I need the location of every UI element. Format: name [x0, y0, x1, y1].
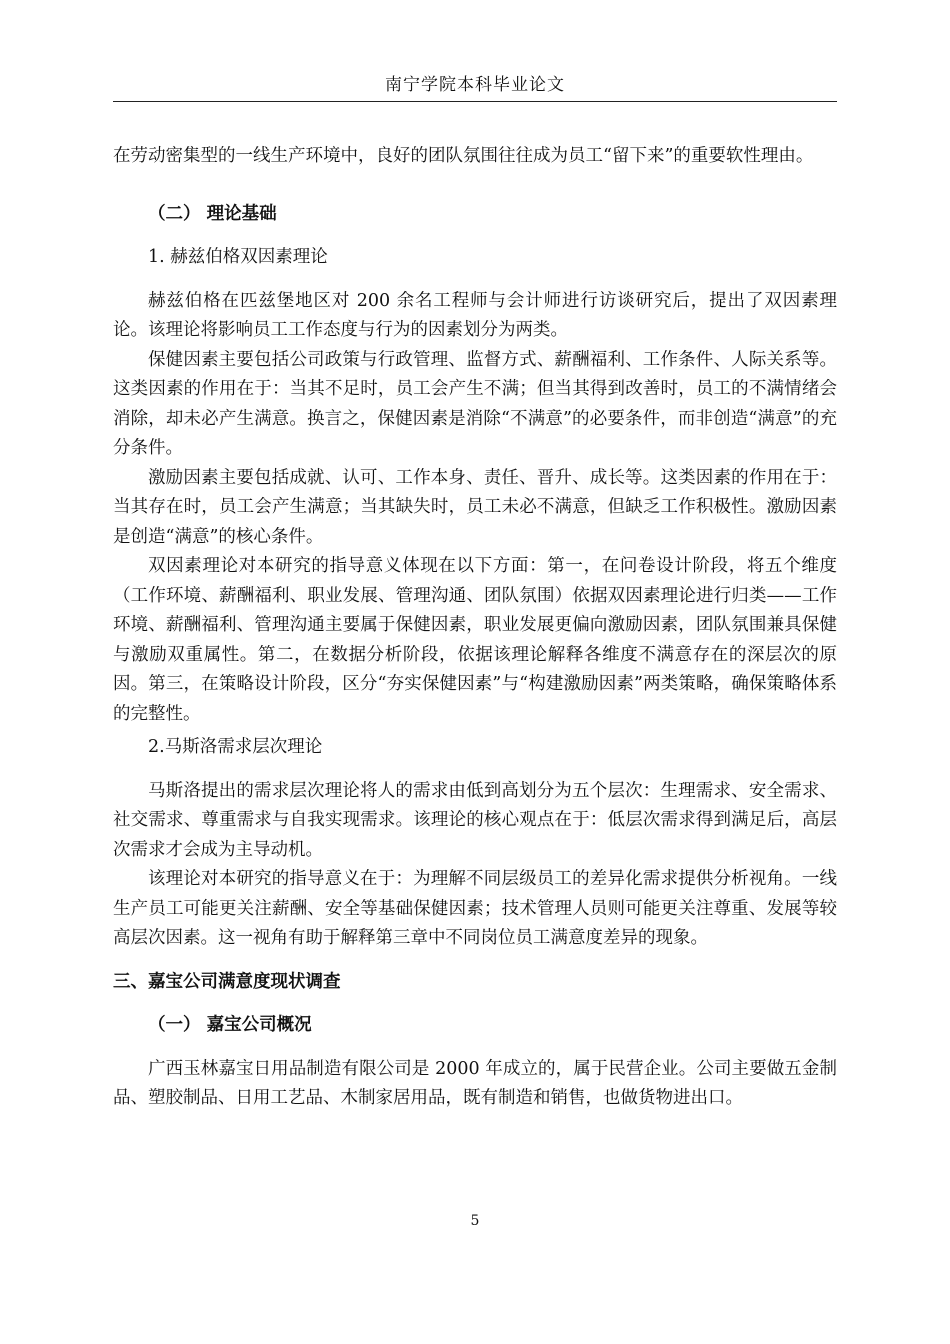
subsection-heading-herzberg: 1. 赫兹伯格双因素理论	[148, 247, 328, 267]
paragraph-maslow-intro: 马斯洛提出的需求层次理论将人的需求由低到高划分为五个层次：生理需求、安全需求、社交需求、尊重需求与自我实现需求。该理论的核心观点在于：低层次需求得到满足后，高层次需求才会成为主导动机。	[113, 780, 837, 860]
paragraph-hygiene-factors: 保健因素主要包括公司政策与行政管理、监督方式、薪酬福利、工作条件、人际关系等。这类因素的作用在于：当其不足时，员工会产生不满；但当其得到改善时，员工的不满情绪会消除，却未必产生满意。换言之，保健因素是消除“不满意”的必要条件，而非创造“满意”的充分条件。	[113, 349, 837, 458]
page-body	[113, 142, 837, 1114]
subsection-heading-maslow: 2.马斯洛需求层次理论	[148, 737, 323, 757]
header-rule	[113, 101, 837, 102]
paragraph-herzberg-significance: 双因素理论对本研究的指导意义体现在以下方面：第一，在问卷设计阶段，将五个维度（工作环境、薪酬福利、职业发展、管理沟通、团队氛围）依据双因素理论进行归类——工作环境、薪酬福利、管理沟通主要属于保健因素，职业发展更偏向激励因素，团队氛围兼具保健与激励双重属性。第二，在数据分析阶段，依据该理论解释各维度不满意存在的深层次的原因。第三，在策略设计阶段，区分“夯实保健因素”与“构建激励因素”两类策略，确保策略体系的完整性。	[113, 556, 837, 724]
section-heading-overview: （一） 嘉宝公司概况	[148, 1015, 312, 1035]
paragraph-continued: 在劳动密集型的一线生产环境中，良好的团队氛围往往成为员工“留下来”的重要软性理由。	[113, 146, 814, 166]
page-header: 南宁学院本科毕业论文	[385, 75, 565, 95]
chapter-heading: 三、嘉宝公司满意度现状调查	[113, 971, 341, 992]
paragraph-herzberg-intro: 赫兹伯格在匹兹堡地区对 200 余名工程师与会计师进行访谈研究后，提出了双因素理论。该理论将影响员工工作态度与行为的因素划分为两类。	[113, 290, 837, 340]
paragraph-motivator-factors: 激励因素主要包括成就、认可、工作本身、责任、晋升、成长等。这类因素的作用在于：当其存在时，员工会产生满意；当其缺失时，员工未必不满意，但缺乏工作积极性。激励因素是创造“满意”的核心条件。	[113, 467, 837, 547]
section-heading-theory: （二） 理论基础	[148, 203, 277, 224]
paragraph-maslow-significance: 该理论对本研究的指导意义在于：为理解不同层级员工的差异化需求提供分析视角。一线生产员工可能更关注薪酬、安全等基础保健因素；技术管理人员则可能更关注尊重、发展等较高层次因素。这一视角有助于解释第三章中不同岗位员工满意度差异的现象。	[113, 869, 837, 948]
page-number: 5	[470, 1213, 480, 1229]
paragraph-company-overview: 广西玉林嘉宝日用品制造有限公司是 2000 年成立的，属于民营企业。公司主要做五金制品、塑胶制品、日用工艺品、木制家居用品，既有制造和销售，也做货物进出口。	[113, 1058, 837, 1108]
